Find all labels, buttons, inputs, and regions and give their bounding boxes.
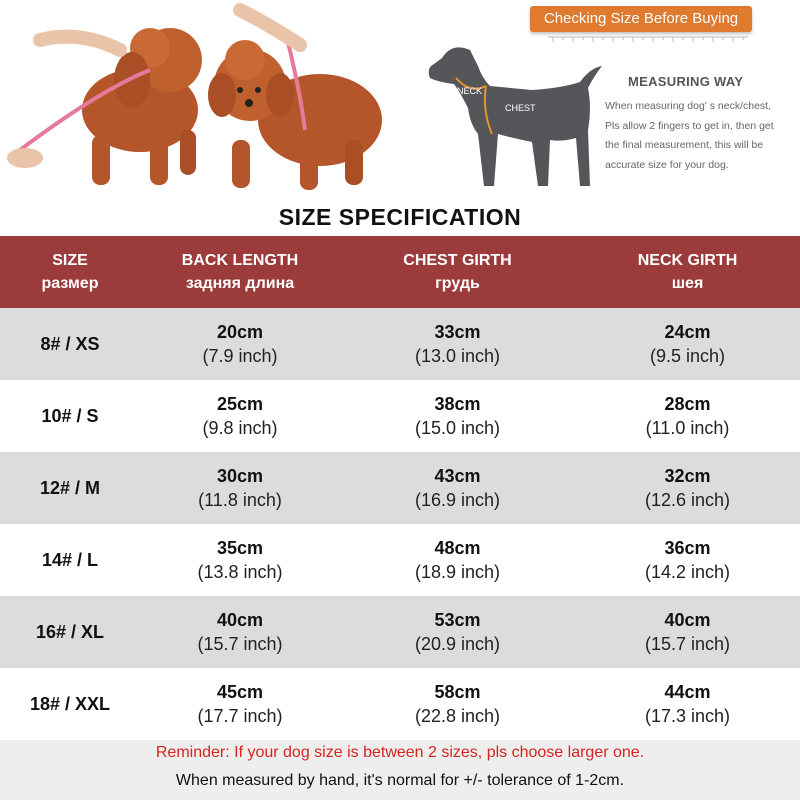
neck-girth-cell — [575, 536, 800, 584]
header-en: NECK GIRTH — [637, 252, 738, 269]
chest-girth-cell — [340, 320, 575, 368]
header-ru: шея — [671, 275, 704, 292]
neck-girth-cell — [575, 464, 800, 512]
inch-value: (22.8 inch) — [414, 706, 501, 726]
neck-girth-cell — [575, 680, 800, 728]
chest-girth-cell — [340, 392, 575, 440]
cm-value: 24cm — [664, 322, 711, 342]
header-en: SIZE — [52, 252, 88, 269]
size-specification-heading: SIZE SPECIFICATION — [278, 204, 522, 230]
header-neck-girth — [575, 249, 800, 295]
inch-value: (12.6 inch) — [644, 490, 731, 510]
size-cell: 10# / S — [41, 405, 99, 426]
inch-value: (15.0 inch) — [414, 418, 501, 438]
header-en: CHEST GIRTH — [403, 252, 512, 269]
back-length-cell — [140, 392, 340, 440]
neck-label: NECK — [457, 86, 483, 96]
table-row — [0, 308, 800, 380]
neck-girth-cell — [575, 320, 800, 368]
cm-value: 28cm — [664, 394, 711, 414]
cm-value: 35cm — [216, 538, 264, 558]
inch-value: (11.8 inch) — [198, 490, 282, 510]
inch-value: (13.8 inch) — [197, 562, 283, 582]
inch-value: (9.5 inch) — [649, 346, 726, 366]
measuring-way-instructions — [605, 97, 797, 175]
size-cell: 18# / XXL — [29, 693, 111, 714]
inch-value: (9.8 inch) — [202, 418, 278, 438]
reminder-text: Reminder: If your dog size is between 2 sizes, pls choose larger one. — [155, 744, 645, 761]
table-row — [0, 452, 800, 524]
size-cell: 16# / XL — [35, 621, 105, 642]
inch-value: (14.2 inch) — [644, 562, 731, 582]
header-ru: размер — [41, 275, 99, 292]
inch-value: (11.0 inch) — [645, 418, 730, 438]
inch-value: (18.9 inch) — [414, 562, 501, 582]
instruction-line: the final measurement, this will be — [605, 139, 764, 151]
header-ru: задняя длина — [185, 275, 295, 292]
dog-silhouette-diagram — [412, 38, 612, 194]
cm-value: 45cm — [216, 682, 264, 702]
cm-value: 36cm — [664, 538, 711, 558]
cm-value: 53cm — [434, 610, 481, 630]
cm-value: 30cm — [216, 466, 264, 486]
inch-value: (15.7 inch) — [644, 634, 731, 654]
size-cell: 12# / M — [39, 477, 101, 498]
chest-girth-cell — [340, 536, 575, 584]
poodle-measuring-photos — [0, 0, 395, 205]
back-length-cell — [140, 464, 340, 512]
footer-notes — [0, 740, 800, 800]
header-size — [0, 249, 140, 295]
back-length-cell — [140, 536, 340, 584]
back-length-cell — [140, 320, 340, 368]
checking-size-badge: Checking Size Before Buying — [530, 6, 752, 32]
cm-value: 48cm — [434, 538, 481, 558]
inch-value: (16.9 inch) — [414, 490, 501, 510]
top-band — [0, 0, 800, 205]
table-row — [0, 524, 800, 596]
cm-value: 38cm — [434, 394, 481, 414]
chest-girth-cell — [340, 464, 575, 512]
inch-value: (20.9 inch) — [414, 634, 501, 654]
cm-value: 40cm — [664, 610, 711, 630]
size-table — [0, 236, 800, 740]
inch-value: (15.7 inch) — [197, 634, 283, 654]
chest-label: CHEST — [505, 103, 536, 113]
size-cell: 14# / L — [41, 549, 99, 570]
size-cell: 8# / XS — [40, 333, 100, 354]
cm-value: 25cm — [216, 394, 264, 414]
table-row — [0, 596, 800, 668]
poodle-photo-left — [7, 28, 202, 185]
chest-girth-cell — [340, 680, 575, 728]
inch-value: (17.3 inch) — [644, 706, 731, 726]
table-row — [0, 380, 800, 452]
instruction-line: Pls allow 2 fingers to get in, then get — [605, 119, 774, 132]
header-ru: грудь — [435, 275, 480, 292]
cm-value: 40cm — [216, 610, 264, 630]
cm-value: 33cm — [434, 322, 481, 342]
inch-value: (17.7 inch) — [197, 706, 283, 726]
back-length-cell — [140, 680, 340, 728]
table-row — [0, 668, 800, 740]
tolerance-text: When measured by hand, it's normal for +/- tolerance of 1-2cm. — [175, 772, 625, 789]
table-header — [0, 236, 800, 308]
chest-girth-cell — [340, 608, 575, 656]
cm-value: 20cm — [216, 322, 264, 342]
cm-value: 44cm — [664, 682, 711, 702]
header-chest-girth — [340, 249, 575, 295]
instruction-line: When measuring dog' s neck/chest, — [605, 100, 772, 112]
cm-value: 58cm — [434, 682, 481, 702]
cm-value: 43cm — [434, 466, 481, 486]
inch-value: (7.9 inch) — [202, 346, 278, 366]
neck-girth-cell — [575, 608, 800, 656]
header-en: BACK LENGTH — [181, 252, 299, 269]
cm-value: 32cm — [664, 466, 711, 486]
measuring-way-title: MEASURING WAY — [628, 74, 744, 89]
poodle-photo-right — [208, 10, 382, 190]
inch-value: (13.0 inch) — [414, 346, 501, 366]
instruction-line: accurate size for your dog. — [605, 158, 729, 171]
header-back-length — [140, 249, 340, 295]
back-length-cell — [140, 608, 340, 656]
neck-girth-cell — [575, 392, 800, 440]
